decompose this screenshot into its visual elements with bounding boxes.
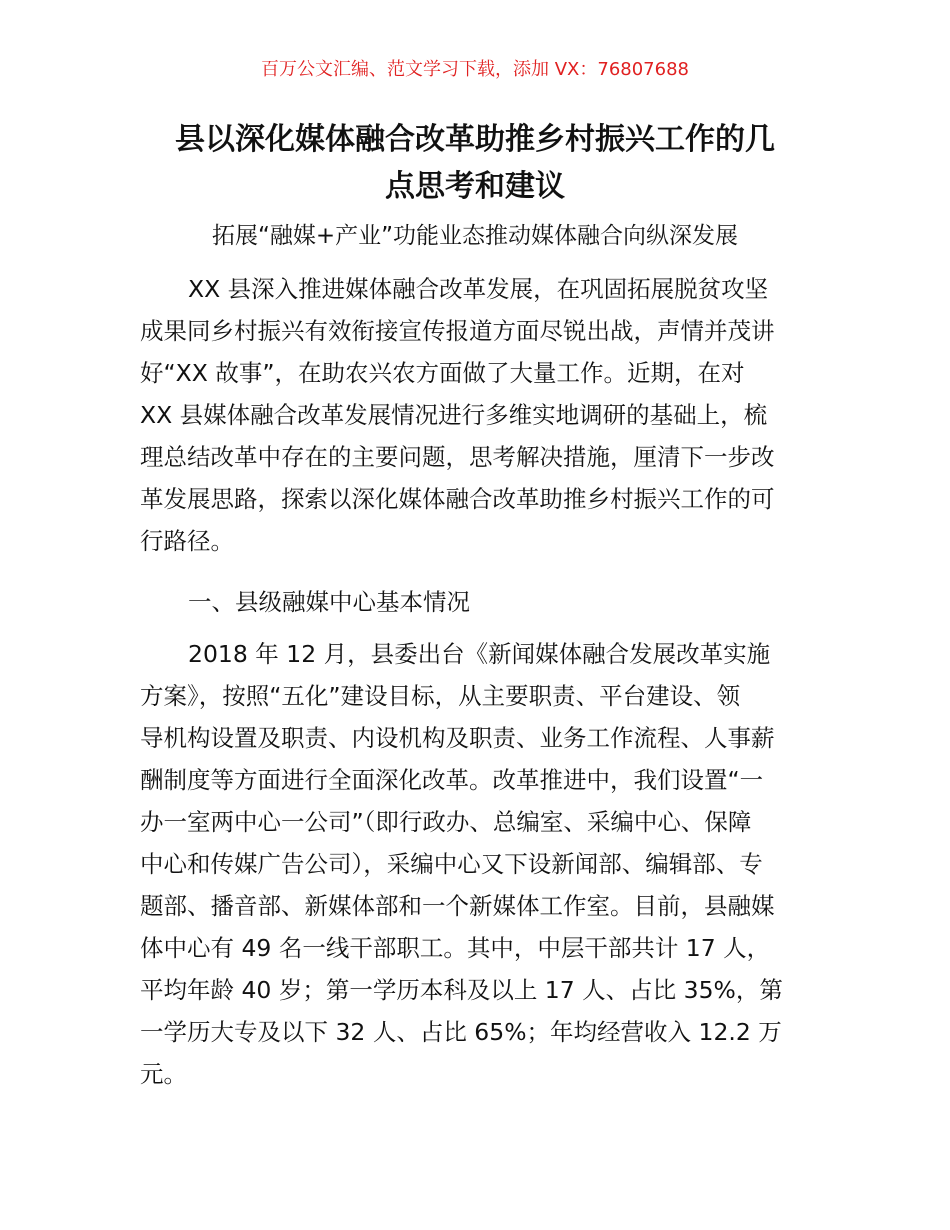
paragraph-line: 办一室两中心一公司”（即行政办、总编室、采编中心、保障 xyxy=(140,808,752,836)
paragraph-line: 平均年龄 40 岁；第一学历本科及以上 17 人、占比 35%，第 xyxy=(140,976,783,1004)
paragraph-line: 中心和传媒广告公司），采编中心又下设新闻部、编辑部、专 xyxy=(140,850,763,878)
paragraph-line: 理总结改革中存在的主要问题，思考解决措施，厘清下一步改 xyxy=(140,443,775,471)
paragraph-line: XX 县深入推进媒体融合改革发展，在巩固拓展脱贫攻坚 xyxy=(188,275,769,303)
paragraph-line: 行路径。 xyxy=(140,527,234,555)
paragraph-line: 元。 xyxy=(140,1060,187,1088)
paragraph-line: 一学历大专及以下 32 人、占比 65%；年均经营收入 12.2 万 xyxy=(140,1018,782,1046)
title-line: 县以深化媒体融合改革助推乡村振兴工作的几 xyxy=(175,122,775,157)
section-heading xyxy=(140,581,812,623)
section-heading-text: 一、县级融媒中心基本情况 xyxy=(188,588,470,616)
document-subtitle: 拓展“融媒+产业”功能业态推动媒体融合向纵深发展 xyxy=(211,223,739,249)
paragraph-line: 题部、播音部、新媒体部和一个新媒体工作室。目前，县融媒 xyxy=(140,892,775,920)
document-title xyxy=(140,116,810,210)
promo-banner: 百万公文汇编、范文学习下载，添加 VX：76807688 xyxy=(261,59,689,80)
paragraph-line: 体中心有 49 名一线干部职工。其中，中层干部共计 17 人， xyxy=(140,934,771,962)
paragraph-line: 革发展思路，探索以深化媒体融合改革助推乡村振兴工作的可 xyxy=(140,485,775,513)
paragraph-basic-info xyxy=(140,633,812,1095)
paragraph-line: 2018 年 12 月，县委出台《新闻媒体融合发展改革实施 xyxy=(188,640,771,668)
paragraph-line: 好“XX 故事”，在助农兴农方面做了大量工作。近期，在对 xyxy=(140,359,745,387)
paragraph-line: XX 县媒体融合改革发展情况进行多维实地调研的基础上，梳 xyxy=(140,401,768,429)
paragraph-line: 导机构设置及职责、内设机构及职责、业务工作流程、人事薪 xyxy=(140,724,775,752)
paragraph-line: 方案》，按照“五化”建设目标，从主要职责、平台建设、领 xyxy=(140,682,741,710)
title-line: 点思考和建议 xyxy=(385,169,565,204)
paragraph-line: 成果同乡村振兴有效衔接宣传报道方面尽锐出战，声情并茂讲 xyxy=(140,317,775,345)
paragraph-intro xyxy=(140,268,812,562)
paragraph-line: 酬制度等方面进行全面深化改革。改革推进中，我们设置“一 xyxy=(140,766,764,794)
